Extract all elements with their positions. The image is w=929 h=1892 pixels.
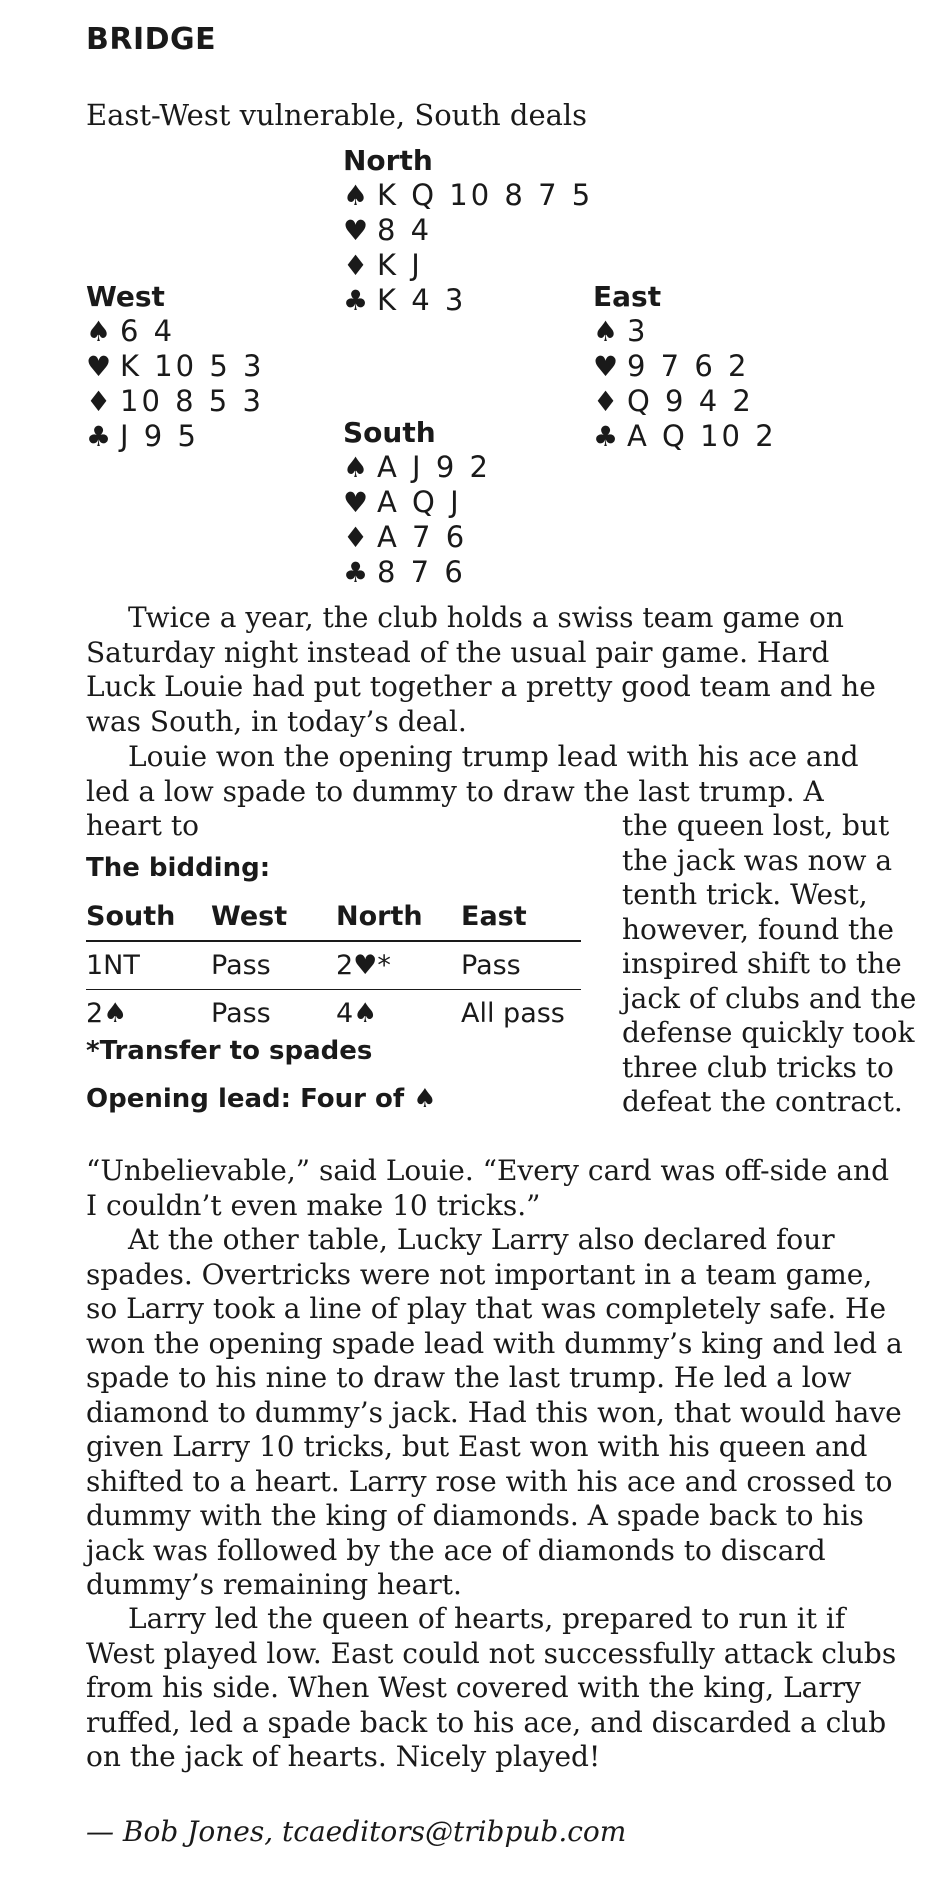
paragraph-intro <box>86 601 906 739</box>
spade-holding: K Q 10 8 7 5 <box>377 178 594 212</box>
spade-holding: 3 <box>627 314 649 348</box>
bid-cell: Pass <box>211 998 271 1029</box>
bid-cell: 1NT <box>86 941 211 990</box>
bidding-header-south: South <box>86 895 211 941</box>
paragraph-louie-quote: “Unbelievable,” said Louie. “Every card was off-side and I couldn’t even make 10 tricks.” <box>86 1154 889 1222</box>
bid-cell: Pass <box>461 941 581 990</box>
hand-west <box>86 280 264 454</box>
heart-holding: 8 4 <box>377 213 433 247</box>
paragraph-larry-play <box>86 1223 906 1603</box>
hand-north <box>343 144 593 318</box>
vulnerability-line: East-West vulnerable, South deals <box>86 98 588 132</box>
bid-cell: All pass <box>461 998 565 1029</box>
bidding-heading: The bidding: <box>86 853 271 883</box>
hand-east <box>593 280 777 454</box>
heart-holding: 9 7 6 2 <box>627 349 750 383</box>
club-holding: J 9 5 <box>120 419 199 453</box>
hand-name: East <box>593 280 662 313</box>
bidding-header-west: West <box>211 895 336 941</box>
club-icon: ♣ <box>593 420 619 453</box>
column-title: BRIDGE <box>86 22 217 57</box>
bidding-table <box>86 895 581 1037</box>
club-holding: 8 7 6 <box>377 555 466 589</box>
hand-south <box>343 416 491 590</box>
author-signature: — Bob Jones, tcaeditors@tribpub.com <box>86 1815 627 1848</box>
bidding-row <box>86 941 581 990</box>
paragraph-text: Louie won the opening trump lead with his ace and led a low spade to dummy to draw the last trump. A heart to <box>86 740 859 842</box>
paragraph-conclusion <box>86 1602 906 1775</box>
bid-cell: 2♥* <box>336 941 461 990</box>
bidding-header-north: North <box>336 895 461 941</box>
bidding-header-east: East <box>461 895 581 941</box>
diamond-holding: 10 8 5 3 <box>120 384 264 418</box>
heart-holding: K 10 5 3 <box>120 349 265 383</box>
diamond-holding: A 7 6 <box>377 520 468 554</box>
heart-icon: ♥ <box>593 350 619 383</box>
club-icon: ♣ <box>86 420 112 453</box>
diamond-holding: Q 9 4 2 <box>627 384 754 418</box>
diamond-icon: ♦ <box>86 385 112 418</box>
spade-icon: ♠ <box>343 451 369 484</box>
hand-name: North <box>343 144 433 177</box>
diamond-icon: ♦ <box>343 249 369 282</box>
bid-cell: 2♠ <box>86 998 128 1029</box>
club-icon: ♣ <box>343 284 369 317</box>
paragraph-text: Larry led the queen of hearts, prepared to run it if West played low. East could not successfully attack clubs from his side. When West covered with the king, Larry ruffed, led a spade back to his ace, and discarded a club on the jack of hearts. Nicely played! <box>86 1602 897 1773</box>
spade-holding: 6 4 <box>120 314 176 348</box>
hand-name: South <box>343 416 436 449</box>
club-holding: K 4 3 <box>377 283 467 317</box>
bidding-footnote: *Transfer to spades <box>86 1036 373 1066</box>
paragraph-text: Twice a year, the club holds a swiss team game on Saturday night instead of the usual pair game. Hard Luck Louie had put together a pretty good team and he was South, in today’s deal. <box>86 601 876 738</box>
bidding-header-row <box>86 895 581 941</box>
diamond-icon: ♦ <box>343 521 369 554</box>
bid-cell: 4♠ <box>336 998 378 1029</box>
heart-icon: ♥ <box>343 214 369 247</box>
hand-name: West <box>86 280 165 313</box>
club-holding: A Q 10 2 <box>627 419 777 453</box>
heart-icon: ♥ <box>343 486 369 519</box>
heart-icon: ♥ <box>86 350 112 383</box>
spade-icon: ♠ <box>593 315 619 348</box>
diamond-icon: ♦ <box>593 385 619 418</box>
paragraph-text: At the other table, Lucky Larry also declared four spades. Overtricks were not important in a team game, so Larry took a line of play that was completely safe. He won the opening spade lead with dummy’s king and led a spade to his nine to draw the last trump. He led a low diamond to dummy’s jack. Had this won, that would have given Larry 10 tricks, but East won with his queen and shifted to a heart. Larry rose with his ace and crossed to dummy with the king of diamonds. A spade back to his jack was followed by the ace of diamonds to discard dummy’s remaining heart. <box>86 1223 903 1601</box>
club-icon: ♣ <box>343 556 369 589</box>
spade-holding: A J 9 2 <box>377 450 491 484</box>
bid-cell: Pass <box>211 941 336 990</box>
opening-lead: Opening lead: Four of ♠ <box>86 1084 437 1114</box>
bidding-row <box>86 990 581 1038</box>
spade-icon: ♠ <box>86 315 112 348</box>
spade-icon: ♠ <box>343 179 369 212</box>
diamond-holding: K J <box>377 248 423 282</box>
paragraph-louie-play-continued: the queen lost, but the jack was now a tenth trick. West, however, found the inspired shift to the jack of clubs and the defense quickly took three club tricks to defeat the contract. <box>622 809 917 1118</box>
heart-holding: A Q J <box>377 485 462 519</box>
